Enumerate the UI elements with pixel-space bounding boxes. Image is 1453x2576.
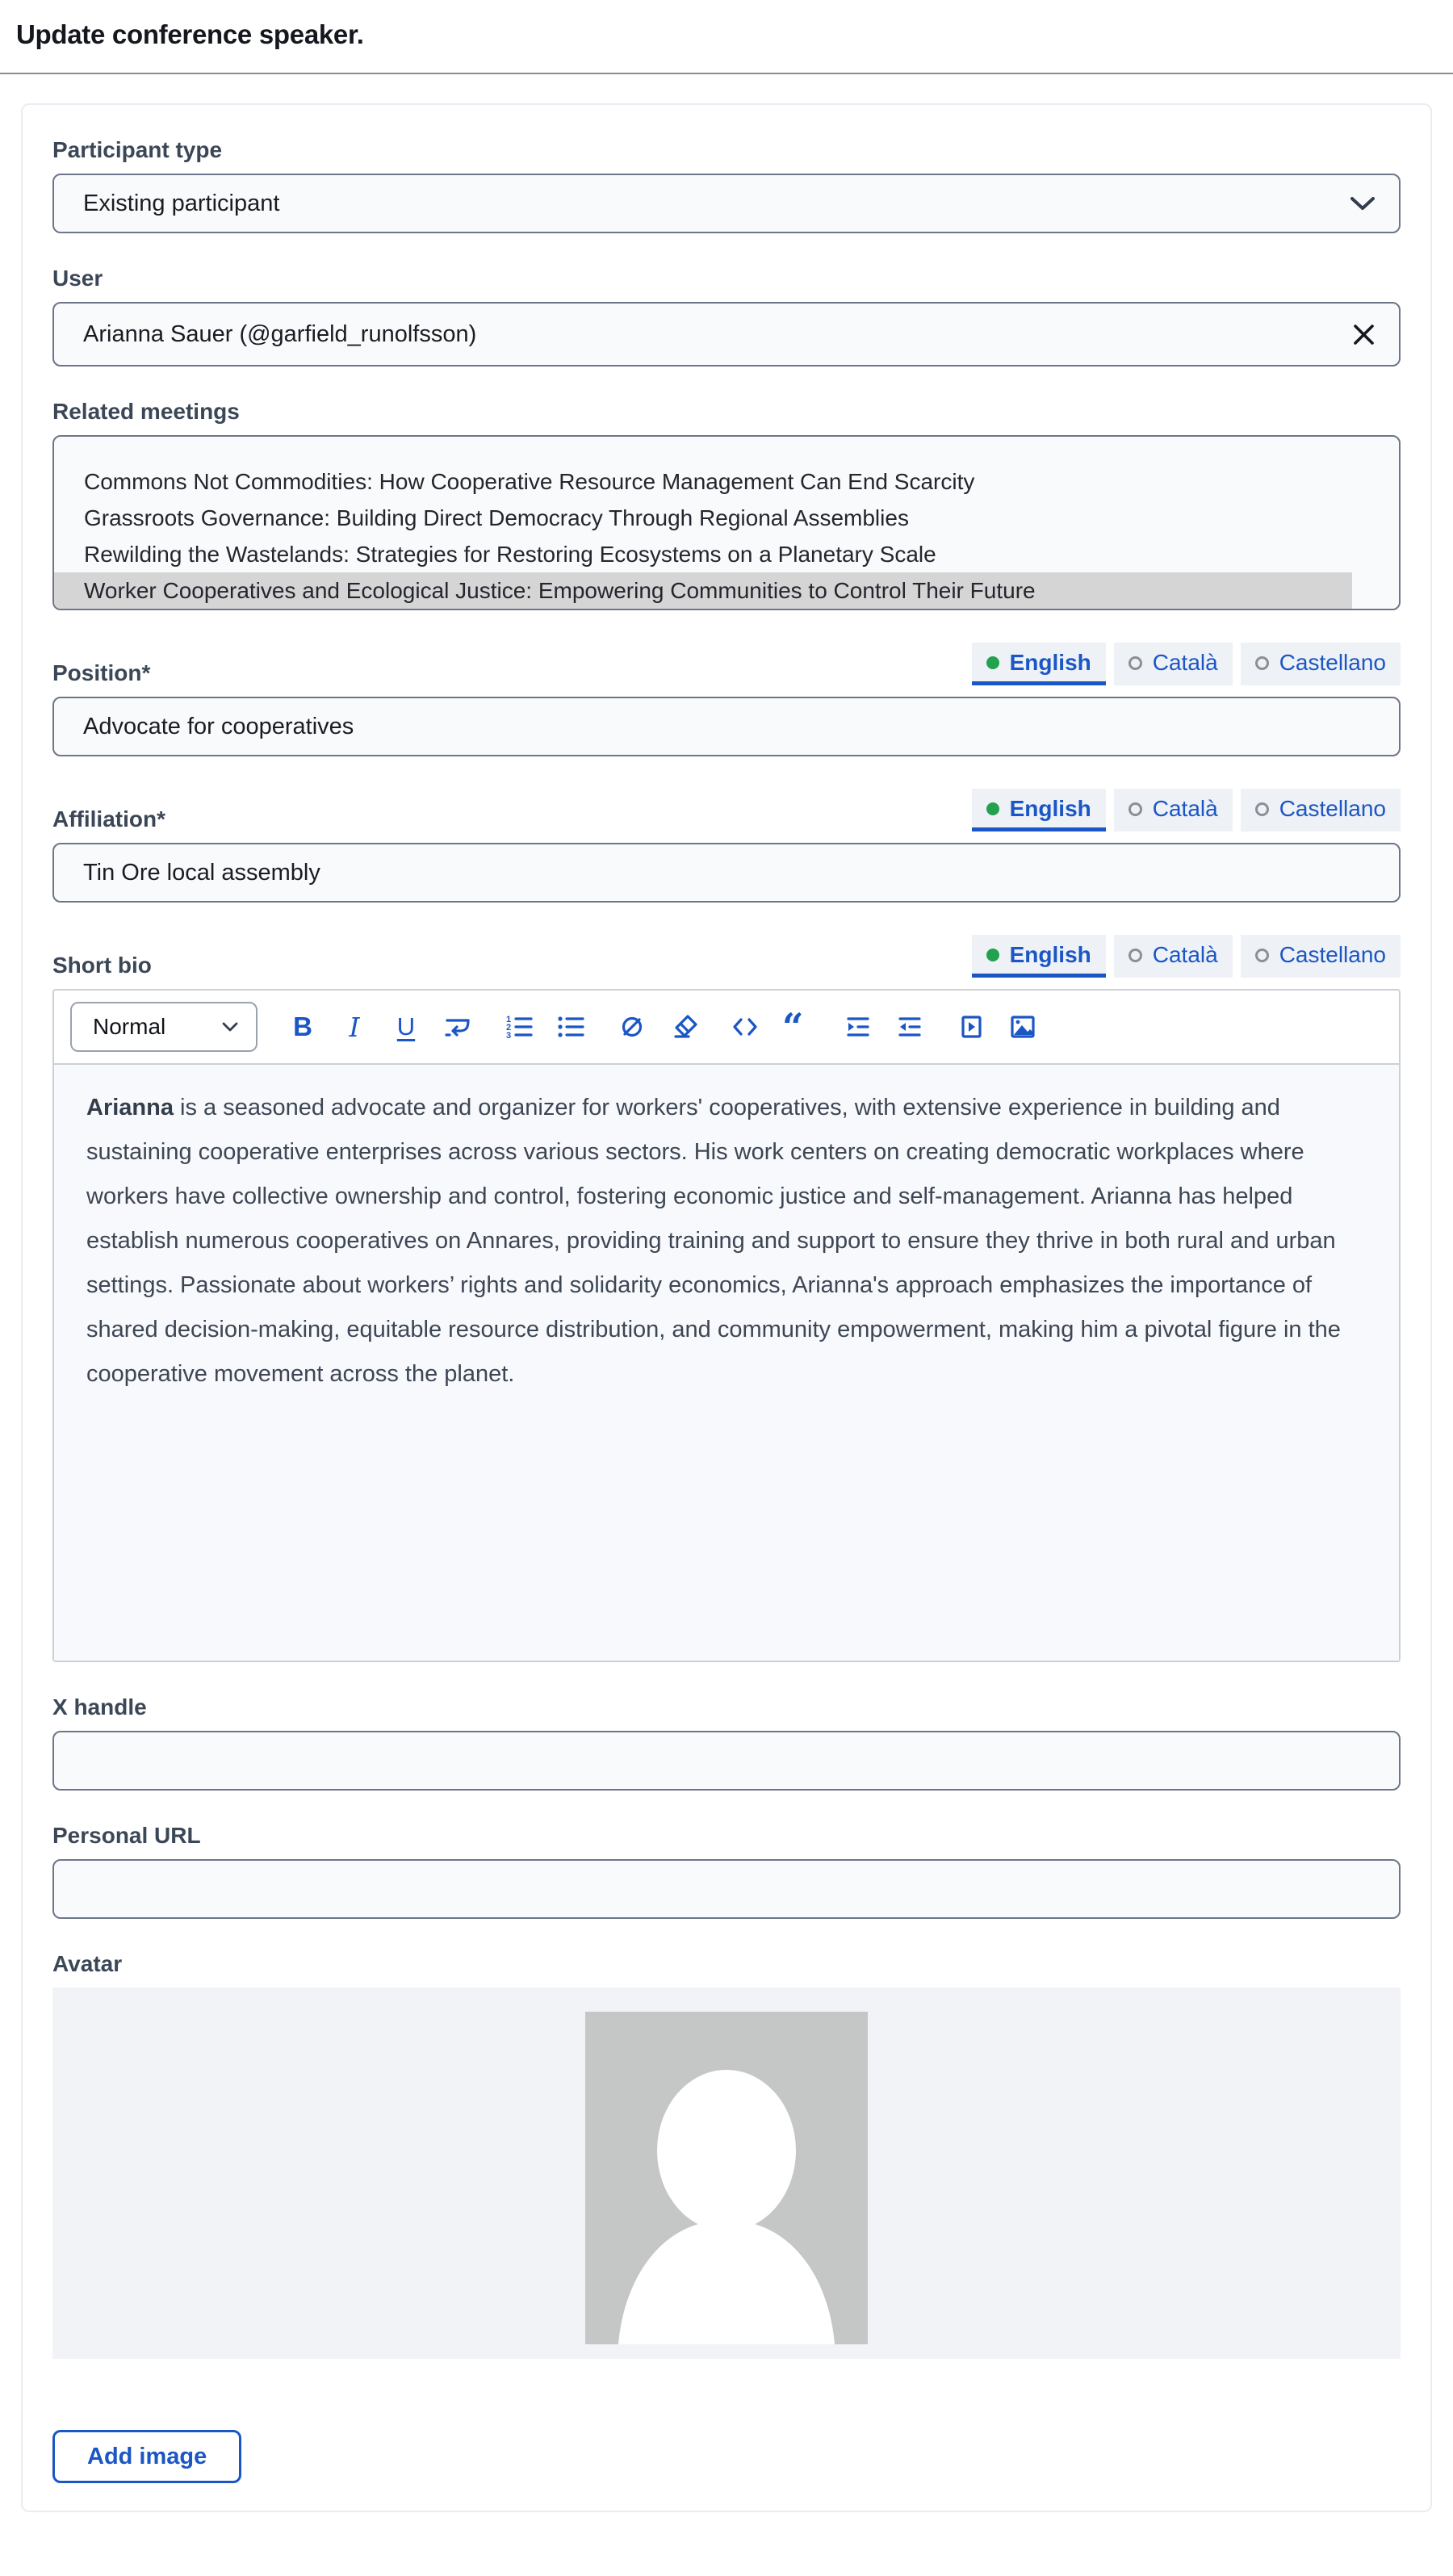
- clear-formatting-button[interactable]: [668, 1009, 700, 1045]
- svg-text:2: 2: [506, 1023, 512, 1032]
- language-tab-label: English: [1009, 650, 1091, 675]
- language-tabs: [972, 643, 1401, 685]
- meeting-option-selected[interactable]: Worker Cooperatives and Ecological Justice: Empowering Communities to Control Their Future: [54, 572, 1352, 609]
- svg-text:3: 3: [506, 1031, 512, 1041]
- text-style-group: [287, 1009, 474, 1045]
- line-break-icon: [443, 1012, 472, 1041]
- italic-button[interactable]: [338, 1009, 371, 1045]
- language-tab-label: English: [1009, 942, 1091, 967]
- participant-type-select[interactable]: [52, 174, 1401, 233]
- active-language-dot-icon: [986, 949, 999, 961]
- language-tab-castellano[interactable]: [1241, 935, 1401, 978]
- inactive-language-dot-icon: [1128, 656, 1142, 670]
- link-group: [616, 1009, 700, 1045]
- inactive-language-dot-icon: [1255, 656, 1269, 670]
- language-tab-english[interactable]: [972, 789, 1106, 831]
- inactive-language-dot-icon: [1255, 802, 1269, 816]
- rich-text-editor: [52, 989, 1401, 1662]
- outdent-button[interactable]: [894, 1009, 926, 1045]
- bold-icon: B: [293, 1012, 312, 1041]
- avatar-label: Avatar: [52, 1951, 123, 1976]
- code-block-button[interactable]: [729, 1009, 761, 1045]
- language-tab-label: Castellano: [1279, 796, 1386, 821]
- meeting-option[interactable]: Grassroots Governance: Building Direct Democracy Through Regional Assemblies: [84, 505, 909, 530]
- position-label: Position*: [52, 660, 151, 685]
- language-tab-label: Castellano: [1279, 650, 1386, 675]
- language-tabs: [972, 935, 1401, 978]
- line-break-button[interactable]: [442, 1009, 474, 1045]
- svg-text:“: “: [782, 1012, 804, 1041]
- chevron-down-icon: [1350, 191, 1375, 217]
- inactive-language-dot-icon: [1255, 949, 1269, 962]
- ordered-list-icon: [505, 1012, 534, 1041]
- block-group: [729, 1009, 813, 1045]
- page-title: Update conference speaker.: [16, 19, 364, 49]
- code-icon: [731, 1012, 760, 1041]
- svg-text:1: 1: [506, 1015, 512, 1024]
- editor-toolbar: [54, 991, 1399, 1063]
- personal-url-field: [52, 1823, 1401, 1919]
- eraser-icon: [669, 1012, 698, 1041]
- image-icon: [1008, 1012, 1037, 1041]
- avatar-person-icon: [585, 2012, 868, 2344]
- language-tab-label: Català: [1152, 942, 1218, 967]
- position-field: [52, 643, 1401, 756]
- language-tab-label: Català: [1152, 650, 1218, 675]
- personal-url-input[interactable]: [52, 1859, 1401, 1919]
- affiliation-input[interactable]: [52, 843, 1401, 903]
- related-meetings-listbox[interactable]: [52, 435, 1401, 610]
- underline-button[interactable]: [390, 1009, 422, 1045]
- indent-button[interactable]: [842, 1009, 874, 1045]
- meeting-option[interactable]: Commons Not Commodities: How Cooperative Resource Management Can End Scarcity: [84, 469, 975, 494]
- avatar-field: [52, 1951, 1401, 2359]
- language-tabs: [972, 789, 1401, 831]
- x-handle-field: [52, 1694, 1401, 1791]
- video-embed-button[interactable]: [955, 1009, 987, 1045]
- outdent-icon: [895, 1012, 924, 1041]
- link-icon: [618, 1012, 647, 1041]
- language-tab-label: Castellano: [1279, 942, 1386, 967]
- language-tab-catala[interactable]: [1114, 935, 1233, 978]
- indent-group: [842, 1009, 926, 1045]
- bio-editor-content[interactable]: [54, 1063, 1399, 1661]
- ordered-list-button[interactable]: [503, 1009, 535, 1045]
- user-label: User: [52, 266, 103, 291]
- related-meetings-label: Related meetings: [52, 399, 240, 424]
- media-group: [955, 1009, 1039, 1045]
- meeting-option[interactable]: Rewilding the Wastelands: Strategies for Restoring Ecosystems on a Planetary Scale: [84, 542, 936, 567]
- divider: [0, 73, 1453, 74]
- avatar-preview-panel: [52, 1987, 1401, 2359]
- quote-icon: [782, 1012, 811, 1041]
- clear-user-button[interactable]: [1353, 324, 1375, 346]
- language-tab-castellano[interactable]: [1241, 643, 1401, 685]
- language-tab-label: English: [1009, 796, 1091, 821]
- participant-type-field: [52, 137, 1401, 233]
- x-handle-input[interactable]: [52, 1731, 1401, 1791]
- language-tab-english[interactable]: [972, 643, 1106, 685]
- active-language-dot-icon: [986, 802, 999, 815]
- close-icon: [1353, 324, 1375, 346]
- paragraph-style-select[interactable]: [70, 1002, 258, 1052]
- inactive-language-dot-icon: [1128, 949, 1142, 962]
- bold-button[interactable]: [287, 1009, 319, 1045]
- user-select-box[interactable]: [52, 302, 1401, 367]
- video-icon: [957, 1012, 986, 1041]
- indent-icon: [844, 1012, 873, 1041]
- list-group: [503, 1009, 587, 1045]
- short-bio-field: [52, 935, 1401, 1662]
- affiliation-label: Affiliation*: [52, 806, 165, 831]
- inactive-language-dot-icon: [1128, 802, 1142, 816]
- bullet-list-icon: [556, 1012, 585, 1041]
- short-bio-label: Short bio: [52, 953, 152, 978]
- user-field: [52, 266, 1401, 367]
- active-language-dot-icon: [986, 656, 999, 669]
- add-image-button[interactable]: Add image: [52, 2430, 241, 2483]
- paragraph-style-value: Normal: [93, 1014, 166, 1039]
- related-meetings-field: [52, 399, 1401, 610]
- affiliation-field: [52, 789, 1401, 903]
- link-button[interactable]: [616, 1009, 648, 1045]
- participant-type-label: Participant type: [52, 137, 223, 162]
- speaker-form-card: [21, 103, 1432, 2512]
- language-tab-label: Català: [1152, 796, 1218, 821]
- bullet-list-button[interactable]: [555, 1009, 587, 1045]
- chevron-down-icon: [222, 1022, 238, 1032]
- language-tab-english[interactable]: [972, 935, 1106, 978]
- personal-url-label: Personal URL: [52, 1823, 201, 1848]
- image-button[interactable]: [1007, 1009, 1039, 1045]
- bio-lead: Arianna: [86, 1095, 174, 1120]
- blockquote-button[interactable]: [781, 1009, 813, 1045]
- language-tab-catala[interactable]: [1114, 789, 1233, 831]
- position-input[interactable]: [52, 697, 1401, 756]
- language-tab-catala[interactable]: [1114, 643, 1233, 685]
- italic-icon: I: [349, 1011, 360, 1043]
- participant-type-value: Existing participant: [83, 190, 280, 216]
- bio-text: is a seasoned advocate and organizer for workers' cooperatives, with extensive experience in building and sustaining cooperative enterprises across various sectors. His work centers on creating democratic workplaces where workers have collective ownership and control, fostering economic justice and self-management. Arianna has helped establish numerous cooperatives on Annares, providing training and support to ensure they thrive in both rural and urban settings. Passionate about workers’ rights and solidarity economics, Arianna's approach emphasizes the importance of shared decision-making, equitable resource distribution, and community empowerment, making him a pivotal figure in the cooperative movement across the planet.: [86, 1095, 1341, 1387]
- user-value: Arianna Sauer (@garfield_runolfsson): [83, 320, 477, 347]
- underline-icon: U: [396, 1012, 416, 1041]
- x-handle-label: X handle: [52, 1694, 147, 1719]
- language-tab-castellano[interactable]: [1241, 789, 1401, 831]
